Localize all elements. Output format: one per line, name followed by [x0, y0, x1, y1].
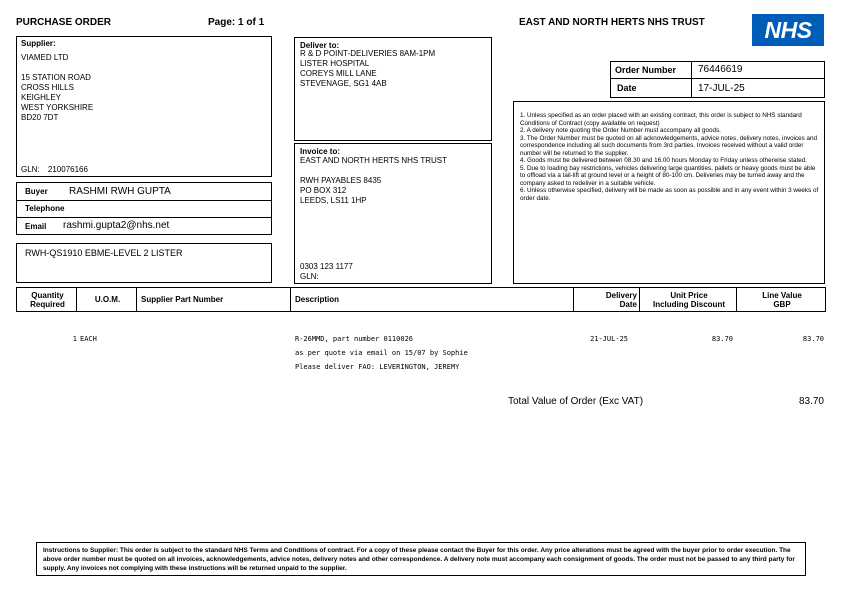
col-desc [290, 287, 574, 312]
total-value: 83.70 [798, 396, 824, 407]
row-desc-line: Please deliver FAO: LEVERINGTON, JEREMY [295, 363, 460, 371]
col-line-value [736, 287, 826, 312]
telephone-label: Telephone [25, 204, 65, 213]
order-number-value: 76446619 [698, 64, 743, 75]
supplier-gln-label: GLN: [21, 165, 40, 174]
deliver-line: COREYS MILL LANE [300, 69, 377, 78]
col-line-value-label: Line Value GBP [762, 291, 802, 309]
row-delivery-date: 21-JUL-25 [590, 335, 628, 343]
term-item: 1. Unless specified as an order placed with an existing contract, this order is subject to NHS standard Conditions of Contract (copy available on request) [520, 112, 802, 127]
invoice-gln-label: GLN: [300, 272, 319, 281]
row-line-value: 83.70 [802, 335, 824, 343]
deliver-line: STEVENAGE, SG1 4AB [300, 79, 387, 88]
col-unit-price [639, 287, 737, 312]
page-label: Page: [208, 17, 236, 28]
page-value: 1 of 1 [238, 17, 265, 28]
supplier-line: CROSS HILLS [21, 83, 74, 92]
supplier-line [21, 63, 93, 73]
row-uom: EACH [80, 335, 97, 343]
trust-name: EAST AND NORTH HERTS NHS TRUST [519, 17, 705, 28]
supplier-line: KEIGHLEY [21, 93, 62, 102]
invoice-phone: 0303 123 1177 [300, 262, 353, 271]
col-delivery [573, 287, 640, 312]
deliver-line: LISTER HOSPITAL [300, 59, 370, 68]
row-description [295, 335, 575, 372]
total-label: Total Value of Order (Exc VAT) [508, 396, 644, 407]
footer-instructions [36, 542, 806, 576]
col-qty-label: Quantity Required [30, 291, 65, 309]
term-item: 4. Goods must be delivered between 08.30 and 16.00 hours Monday to Friday unless otherwise stated. [520, 157, 808, 164]
invoice-line: EAST AND NORTH HERTS NHS TRUST [300, 156, 447, 165]
order-number-value-cell [691, 61, 825, 79]
table-row [16, 333, 826, 383]
footer-text: Instructions to Supplier: This order is subject to the standard NHS Terms and Conditions of contract. For a copy of these please contact the Buyer for this order. Any price alterations must be agreed with the buyer prior to order execution. The above order number must be quoted on all invoices, acknowledgements, advice notes, delivery notes and other correspondence. A delivery note must accompany each consignment of goods. The order must not be passed to any third party for supply. Any invoices not complying with these instructions will be returned unpaid to the supplier. [43, 547, 795, 572]
terms-list [520, 112, 820, 202]
reference-text: RWH-QS1910 EBME-LEVEL 2 LISTER [25, 248, 183, 258]
supplier-gln-value: 210076166 [47, 165, 88, 174]
reference-box [16, 243, 272, 283]
col-uom-label: U.O.M. [94, 295, 121, 304]
buyer-value: RASHMI RWH GUPTA [69, 186, 171, 197]
order-number-label: Order Number [615, 65, 677, 75]
buyer-label: Buyer [25, 187, 48, 196]
term-item: 5. Due to loading bay restrictions, vehicles delivering large quantities, pallets or heavy goods must be able to offload via a tail-lift at ground level or a height of 80-100 cm. Deliveries may be turned away and the company asked to redeliver in a suitable vehicle. [520, 164, 816, 187]
date-value-cell [691, 78, 825, 98]
email-row [16, 217, 272, 235]
term-item: 3. The Order Number must be quoted on all acknowledgements, advice notes, delivery notes, invoices and correspondence including all such documents from 3rd parties. Invoices received without a valid order number will be returned to the supplier. [520, 134, 818, 157]
invoice-to-address [300, 156, 447, 206]
terms-box [513, 101, 825, 284]
term-item: 2. A delivery note quoting the Order Number must accompany all goods. [520, 127, 721, 134]
invoice-line: RWH PAYABLES 8435 [300, 176, 382, 185]
supplier-gln [21, 165, 88, 175]
email-value[interactable]: rashmi.gupta2@nhs.net [63, 220, 170, 231]
date-label-cell [610, 78, 692, 98]
items-table-header [16, 287, 826, 312]
invoice-line: LEEDS, LS11 1HP [300, 196, 367, 205]
nhs-logo: NHS [752, 14, 824, 46]
col-qty [16, 287, 77, 312]
supplier-label: Supplier: [21, 39, 56, 48]
col-desc-label: Description [295, 295, 340, 304]
date-value: 17-JUL-25 [698, 83, 745, 94]
supplier-line: WEST YORKSHIRE [21, 103, 94, 112]
col-delivery-label: Delivery Date [605, 291, 637, 309]
col-unit-price-label: Unit Price Including Discount [653, 291, 725, 309]
deliver-line: R & D POINT-DELIVERIES 8AM-1PM [300, 49, 436, 58]
col-part [136, 287, 291, 312]
order-number-label-cell [610, 61, 692, 79]
page-indicator [208, 17, 264, 29]
invoice-to-label: Invoice to: [300, 147, 341, 156]
col-part-label: Supplier Part Number [141, 295, 224, 304]
date-label: Date [617, 83, 637, 93]
supplier-box [16, 36, 272, 177]
row-qty: 1 [72, 335, 77, 343]
row-desc-line: R-26MMD, part number 0110026 [295, 335, 414, 343]
email-label: Email [25, 222, 47, 231]
supplier-address [21, 53, 93, 123]
row-desc-line: as per quote via email on 15/07 by Sophie [295, 349, 468, 357]
supplier-line: 15 STATION ROAD [21, 73, 91, 82]
deliver-to-address [300, 49, 435, 89]
document-title: PURCHASE ORDER [16, 17, 112, 28]
invoice-line: PO BOX 312 [300, 186, 347, 195]
invoice-line [300, 166, 447, 176]
telephone-row [16, 200, 272, 218]
row-unit-price: 83.70 [711, 335, 733, 343]
term-item: 6. Unless otherwise specified, delivery will be made as soon as possible and in any event within 3 weeks of order date. [520, 187, 819, 202]
supplier-line: VIAMED LTD [21, 53, 69, 62]
invoice-to-box [294, 143, 492, 284]
deliver-to-box [294, 37, 492, 141]
supplier-line: BD20 7DT [21, 113, 59, 122]
buyer-row [16, 182, 272, 201]
col-uom [76, 287, 137, 312]
deliver-to-label: Deliver to: [300, 41, 340, 50]
